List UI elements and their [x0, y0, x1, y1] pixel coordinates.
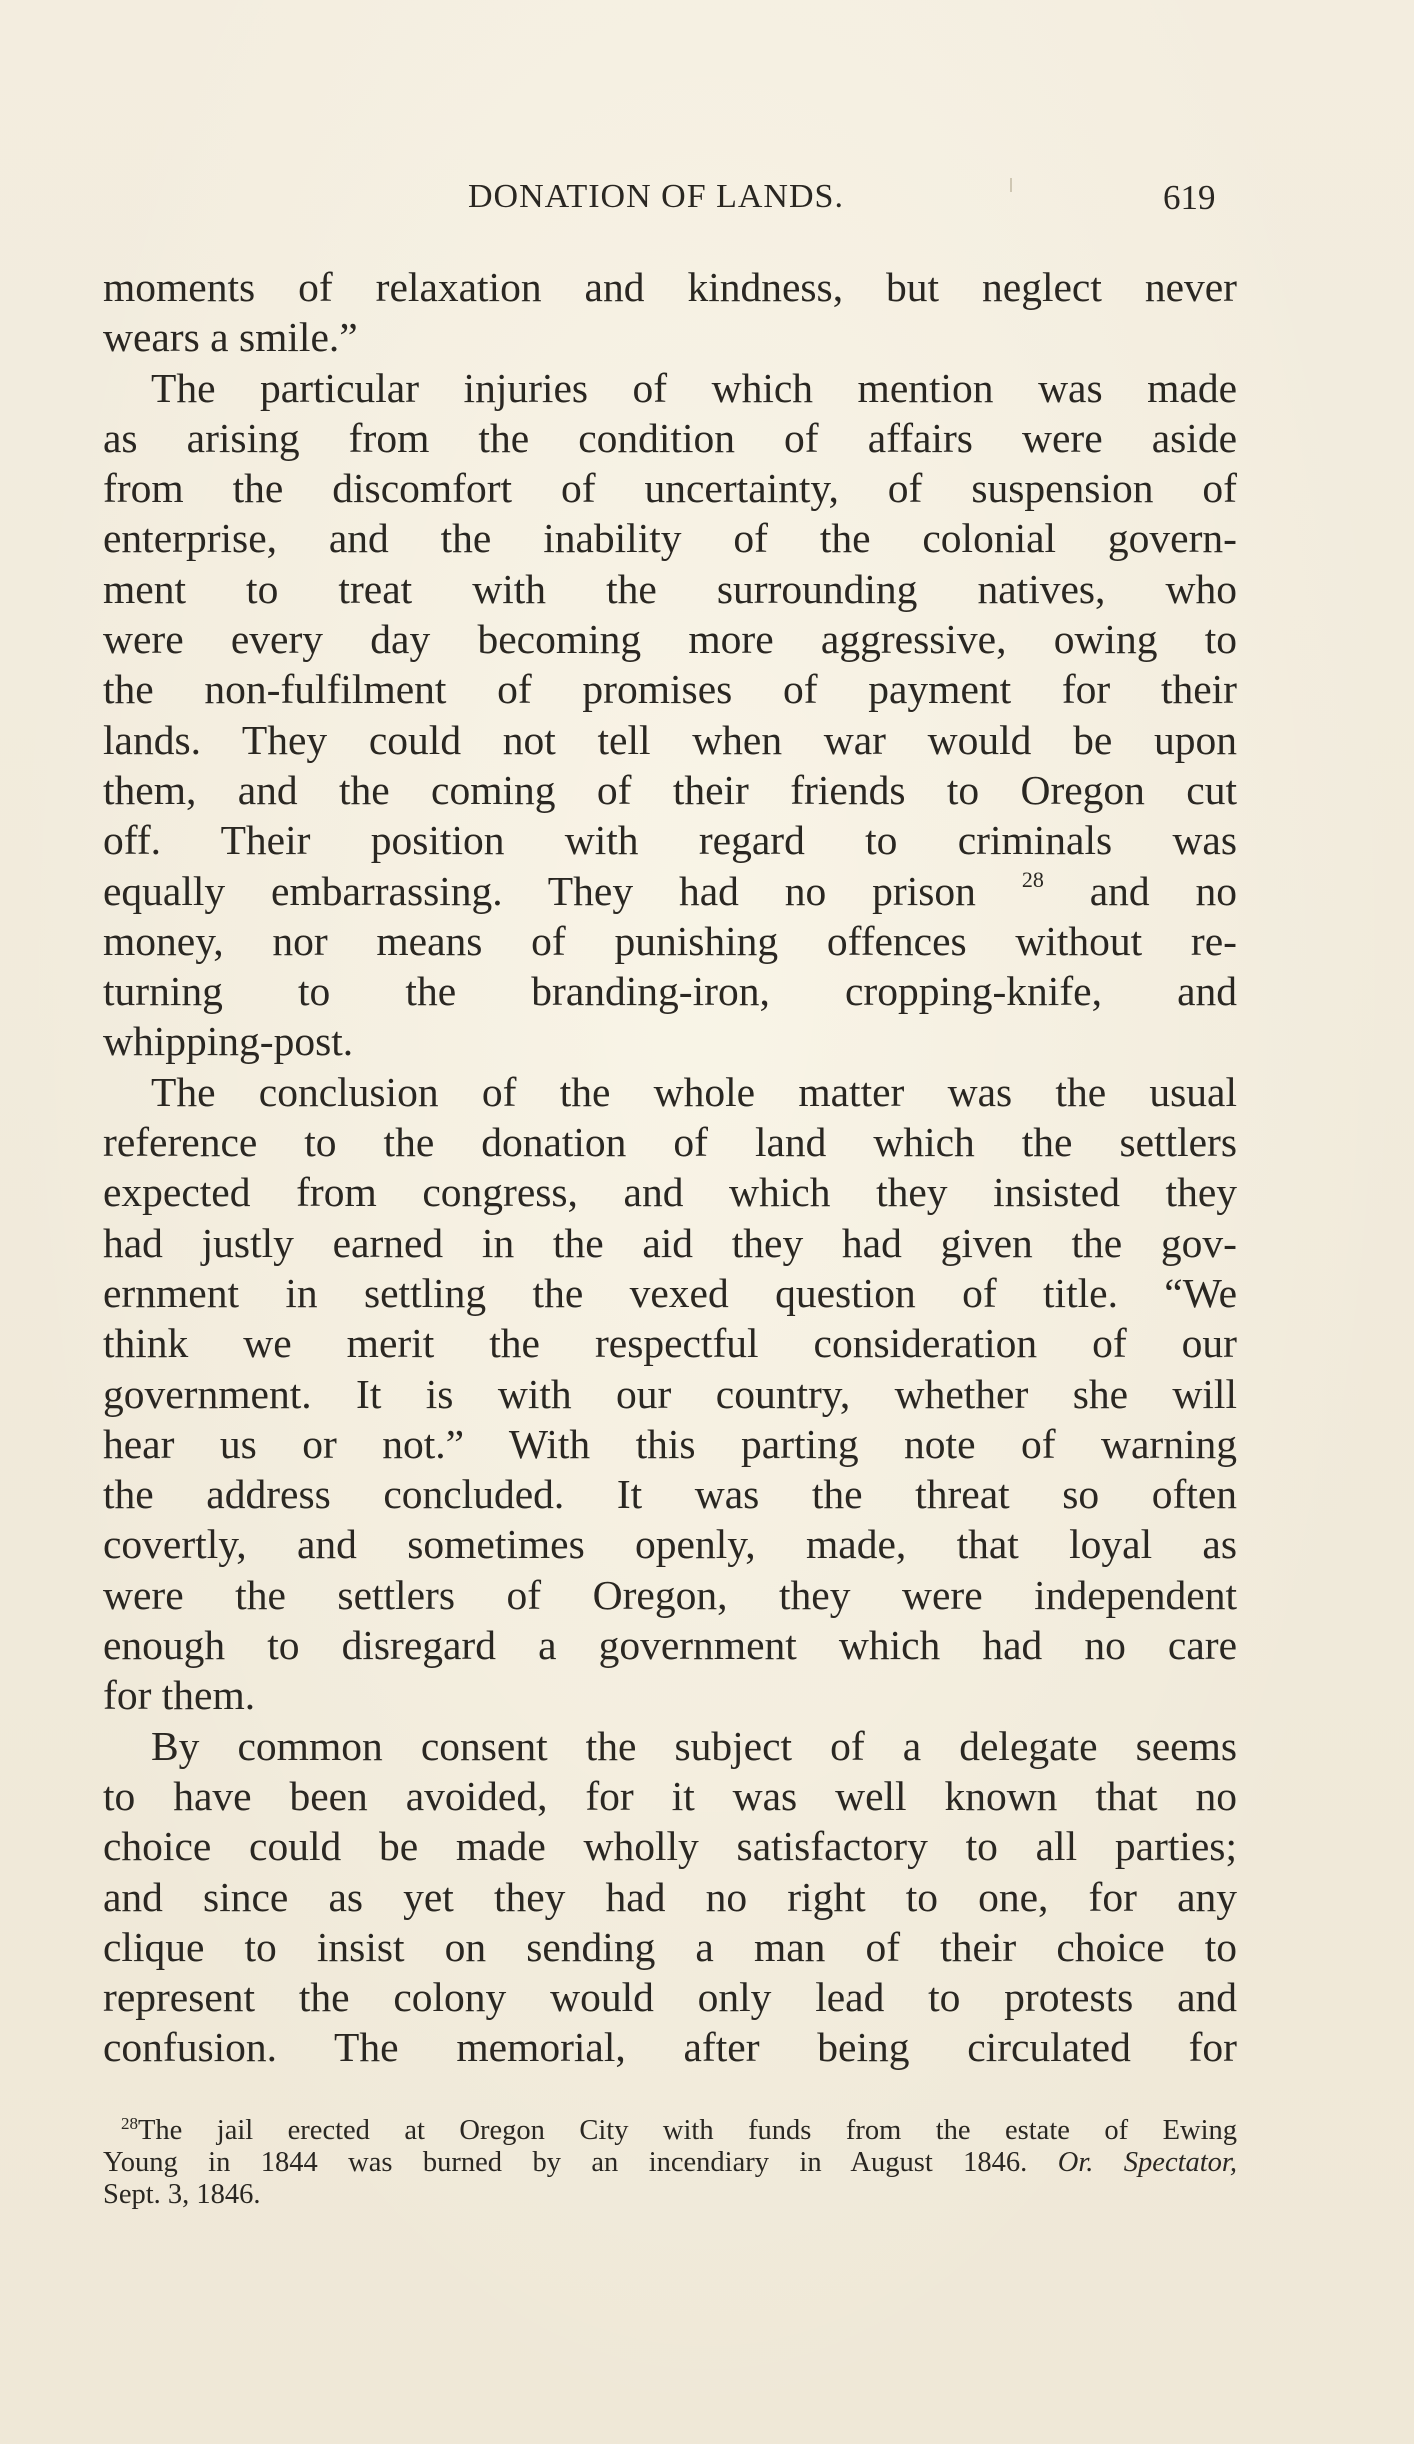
- body-text: [103, 262, 1237, 2073]
- text-line: were every day becoming more aggressive, owing to: [103, 616, 1237, 663]
- text-segment: and no: [1089, 867, 1237, 914]
- footnote-line: Sept. 3, 1846.: [103, 2179, 261, 2210]
- page-number: 619: [1163, 178, 1216, 217]
- text-line: covertly, and sometimes openly, made, that loyal as: [103, 1521, 1237, 1568]
- text-line: were the settlers of Oregon, they were independent: [103, 1571, 1237, 1618]
- text-line: to have been avoided, for it was well known that no: [103, 1772, 1237, 1819]
- text-line: wears a smile.”: [103, 314, 358, 361]
- text-line: enterprise, and the inability of the colonial govern-: [103, 515, 1237, 562]
- text-line: expected from congress, and which they insisted they: [103, 1169, 1237, 1216]
- text-line: confusion. The memorial, after being circulated for: [103, 2024, 1237, 2071]
- text-line: moments of relaxation and kindness, but neglect never: [103, 264, 1237, 310]
- text-line: reference to the donation of land which the settlers: [103, 1119, 1237, 1166]
- footnote-reference: 28: [1021, 866, 1044, 892]
- text-line: choice could be made wholly satisfactory to all parties;: [103, 1823, 1237, 1870]
- text-line: government. It is with our country, whether she will: [103, 1370, 1237, 1417]
- text-line: represent the colony would only lead to protests and: [103, 1974, 1237, 2021]
- text-line: off. Their position with regard to criminals was: [103, 817, 1237, 864]
- footnote: [103, 2115, 1237, 2211]
- text-line: the address concluded. It was the threat so often: [103, 1471, 1237, 1518]
- text-line: money, nor means of punishing offences without re-: [103, 917, 1237, 964]
- text-line: as arising from the condition of affairs were aside: [103, 414, 1237, 461]
- text-line: ernment in settling the vexed question of title. “We: [103, 1269, 1237, 1316]
- text-line: think we merit the respectful consideration of our: [103, 1320, 1237, 1367]
- text-line: them, and the coming of their friends to Oregon cut: [103, 766, 1237, 813]
- running-title: DONATION OF LANDS.: [468, 178, 844, 215]
- text-line: whipping-post.: [103, 1018, 354, 1065]
- paragraph-start-line: The conclusion of the whole matter was the usual: [151, 1068, 1237, 1115]
- text-line: clique to insist on sending a man of their choice to: [103, 1923, 1237, 1970]
- text-line: enough to disregard a government which had no care: [103, 1622, 1237, 1669]
- paragraph-start-line: By common consent the subject of a delegate seems: [151, 1722, 1237, 1769]
- text-line: had justly earned in the aid they had given the gov-: [103, 1219, 1237, 1266]
- text-line: for them.: [103, 1672, 256, 1719]
- footnote-source-title: Or. Spectator,: [1057, 2147, 1237, 2178]
- footnote-text: The jail erected at Oregon City with funds from the estate of Ewing: [138, 2115, 1237, 2146]
- text-line: turning to the branding-iron, cropping-knife, and: [103, 968, 1237, 1015]
- footnote-line: [103, 2115, 1237, 2147]
- footnote-marker: 28: [121, 2115, 138, 2133]
- text-line: and since as yet they had no right to one, for any: [103, 1873, 1237, 1920]
- footnote-text: Young in 1844 was burned by an incendiary in August 1846.: [103, 2147, 1028, 2178]
- paper-blemish: [1010, 178, 1012, 192]
- text-line: from the discomfort of uncertainty, of suspension of: [103, 465, 1237, 512]
- text-line: hear us or not.” With this parting note of warning: [103, 1420, 1237, 1467]
- paragraph-start-line: The particular injuries of which mention was made: [151, 364, 1237, 411]
- footnote-line: [103, 2147, 1237, 2179]
- text-line: lands. They could not tell when war would be upon: [103, 716, 1237, 763]
- text-line-with-footnote-ref: [103, 866, 1237, 916]
- text-line: ment to treat with the surrounding natives, who: [103, 565, 1237, 612]
- text-line: the non-fulfilment of promises of payment for their: [103, 666, 1237, 713]
- text-segment: equally embarrassing. They had no prison: [103, 867, 976, 914]
